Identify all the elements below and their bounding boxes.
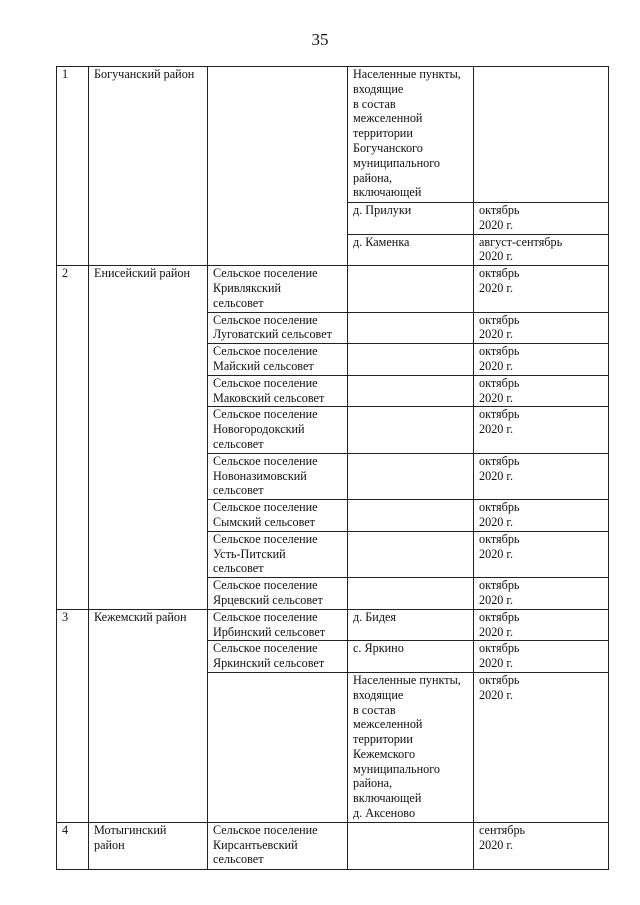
locality-cell bbox=[348, 344, 474, 376]
date-cell bbox=[474, 67, 609, 203]
page-number: 35 bbox=[311, 30, 329, 49]
row-number-cell: 1 bbox=[57, 67, 89, 266]
table-row bbox=[57, 609, 609, 641]
row-number-cell: 2 bbox=[57, 266, 89, 610]
settlement-cell: Сельское поселение Майский сельсовет bbox=[208, 344, 348, 376]
settlement-cell: Сельское поселение Усть-Питский сельсовет bbox=[208, 531, 348, 577]
date-cell: октябрь 2020 г. bbox=[474, 500, 609, 532]
date-cell: октябрь 2020 г. bbox=[474, 453, 609, 499]
settlement-cell: Сельское поселение Новоназимовский сельсовет bbox=[208, 453, 348, 499]
settlement-cell bbox=[208, 672, 348, 822]
district-cell: Енисейский район bbox=[89, 266, 208, 610]
locality-cell: д. Бидея bbox=[348, 609, 474, 641]
table-row bbox=[57, 822, 609, 869]
row-number-cell: 3 bbox=[57, 609, 89, 822]
locality-cell bbox=[348, 578, 474, 610]
date-cell: октябрь 2020 г. bbox=[474, 375, 609, 407]
schedule-table bbox=[56, 66, 609, 870]
date-cell: октябрь 2020 г. bbox=[474, 266, 609, 312]
date-cell: октябрь 2020 г. bbox=[474, 609, 609, 641]
date-cell: октябрь 2020 г. bbox=[474, 407, 609, 453]
locality-cell bbox=[348, 453, 474, 499]
schedule-body bbox=[57, 67, 609, 870]
date-cell: октябрь 2020 г. bbox=[474, 531, 609, 577]
locality-cell: Населенные пункты, входящие в состав межселенной территории Кежемского муниципального района, включающей д. Аксеново bbox=[348, 672, 474, 822]
locality-cell: д. Прилуки bbox=[348, 203, 474, 235]
date-cell: август-сентябрь 2020 г. bbox=[474, 234, 609, 266]
settlement-cell: Сельское поселение Сымский сельсовет bbox=[208, 500, 348, 532]
district-cell: Богучанский район bbox=[89, 67, 208, 266]
date-cell: октябрь 2020 г. bbox=[474, 672, 609, 822]
settlement-cell: Сельское поселение Кривлякский сельсовет bbox=[208, 266, 348, 312]
settlement-cell: Сельское поселение Кирсантьевский сельсовет bbox=[208, 822, 348, 869]
date-cell: октябрь 2020 г. bbox=[474, 344, 609, 376]
settlement-cell: Сельское поселение Луговатский сельсовет bbox=[208, 312, 348, 344]
settlement-cell: Сельское поселение Новогородокский сельсовет bbox=[208, 407, 348, 453]
locality-cell bbox=[348, 375, 474, 407]
locality-cell bbox=[348, 822, 474, 869]
table-row bbox=[57, 67, 609, 203]
district-cell: Кежемский район bbox=[89, 609, 208, 822]
locality-cell bbox=[348, 407, 474, 453]
district-cell: Мотыгинский район bbox=[89, 822, 208, 869]
date-cell: октябрь 2020 г. bbox=[474, 312, 609, 344]
locality-cell: Населенные пункты, входящие в состав межселенной территории Богучанского муниципального района, включающей bbox=[348, 67, 474, 203]
locality-cell bbox=[348, 531, 474, 577]
locality-cell bbox=[348, 312, 474, 344]
settlement-cell: Сельское поселение Яркинский сельсовет bbox=[208, 641, 348, 673]
date-cell: октябрь 2020 г. bbox=[474, 641, 609, 673]
locality-cell: с. Яркино bbox=[348, 641, 474, 673]
locality-cell bbox=[348, 266, 474, 312]
locality-cell: д. Каменка bbox=[348, 234, 474, 266]
table-row bbox=[57, 266, 609, 312]
row-number-cell: 4 bbox=[57, 822, 89, 869]
settlement-cell: Сельское поселение Ярцевский сельсовет bbox=[208, 578, 348, 610]
date-cell: сентябрь 2020 г. bbox=[474, 822, 609, 869]
settlement-cell: Сельское поселение Маковский сельсовет bbox=[208, 375, 348, 407]
settlement-cell bbox=[208, 67, 348, 266]
date-cell: октябрь 2020 г. bbox=[474, 578, 609, 610]
locality-cell bbox=[348, 500, 474, 532]
settlement-cell: Сельское поселение Ирбинский сельсовет bbox=[208, 609, 348, 641]
date-cell: октябрь 2020 г. bbox=[474, 203, 609, 235]
